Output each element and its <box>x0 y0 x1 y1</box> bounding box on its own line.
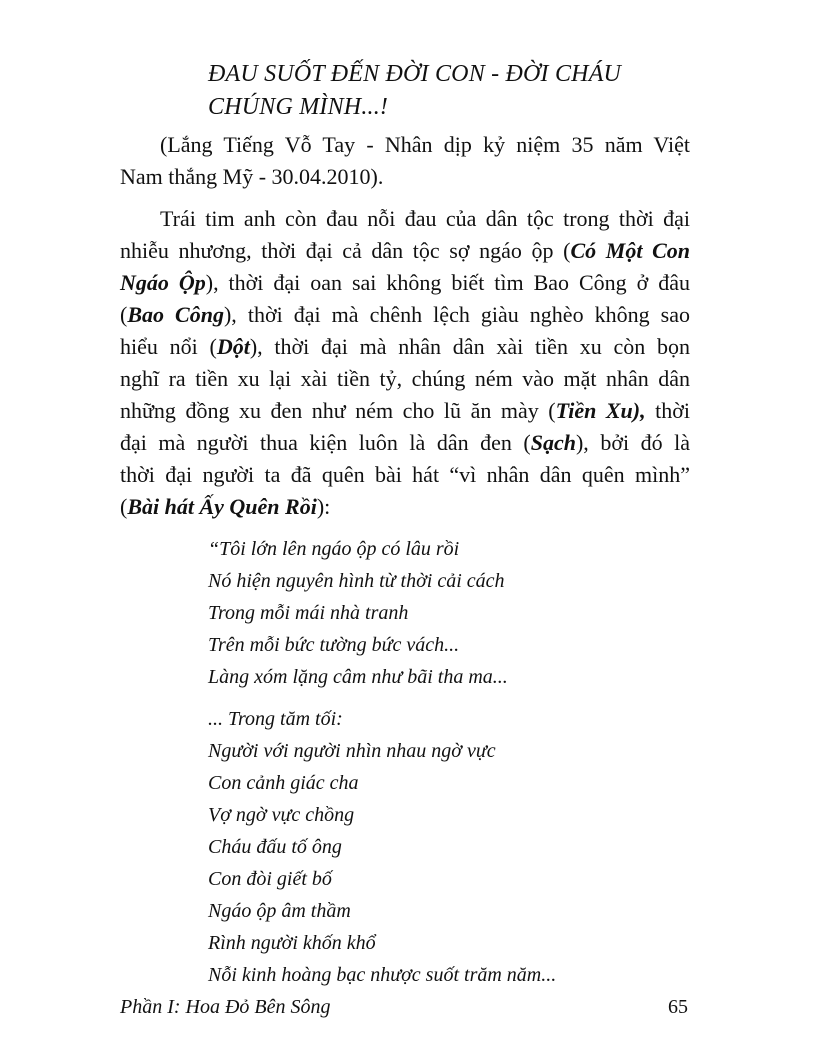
song-title: Dột <box>216 334 250 359</box>
title-line: CHÚNG MÌNH...! <box>208 94 389 120</box>
body-line <box>120 493 330 521</box>
body-line <box>120 237 690 265</box>
poem-line: Làng xóm lặng câm như bãi tha ma... <box>208 666 508 688</box>
poem-line: Vợ ngờ vực chồng <box>208 804 355 826</box>
poem-line: ... Trong tăm tối: <box>208 708 343 730</box>
song-title: Bao Công <box>127 302 224 327</box>
poem-line: Trên mỗi bức tường bức vách... <box>208 634 460 656</box>
poem-line: Ngáo ộp âm thầm <box>208 900 351 922</box>
poem-line: Cháu đấu tố ông <box>208 836 342 858</box>
page-number: 65 <box>668 996 688 1018</box>
text: đại mà người thua kiện luôn là dân đen ( <box>120 430 531 455</box>
body-line <box>120 301 690 329</box>
note-line: (Lắng Tiếng Vỗ Tay - Nhân dịp kỷ niệm 35 năm Việt <box>160 132 690 157</box>
poem-line: Người với người nhìn nhau ngờ vực <box>208 740 496 762</box>
text: ): <box>316 494 331 519</box>
text: nhiễu nhương, thời đại cả dân tộc sợ ngáo ộp ( <box>120 238 571 263</box>
poem-line: “Tôi lớn lên ngáo ộp có lâu rồi <box>208 538 460 560</box>
text: ), thời đại mà chênh lệch giàu nghèo không sao <box>223 302 690 327</box>
body-line <box>120 397 690 425</box>
body-line: thời đại người ta đã quên bài hát “vì nhân dân quên mình” <box>120 462 690 487</box>
poem-line: Nỗi kinh hoàng bạc nhược suốt trăm năm... <box>208 964 557 986</box>
song-title: Bài hát Ấy Quên Rồi <box>127 494 317 519</box>
song-title: Tiền Xu), <box>555 398 646 423</box>
body-line <box>120 333 690 361</box>
poem-line: Con đòi giết bố <box>208 868 332 890</box>
body-line: Trái tim anh còn đau nỗi đau của dân tộc trong thời đại <box>160 206 690 231</box>
text: ), thời đại oan sai không biết tìm Bao Công ở đâu <box>205 270 690 295</box>
poem-line: Con cảnh giác cha <box>208 772 359 794</box>
text: những đồng xu đen như ném cho lũ ăn mày ( <box>120 398 556 423</box>
body-line: nghĩ ra tiền xu lại xài tiền tỷ, chúng ném vào mặt nhân dân <box>120 366 690 391</box>
text: hiểu nổi ( <box>120 334 217 359</box>
note-line: Nam thắng Mỹ - 30.04.2010). <box>120 164 384 189</box>
poem-line: Nó hiện nguyên hình từ thời cải cách <box>208 570 505 592</box>
text: ( <box>120 494 128 519</box>
song-title: Sạch <box>530 430 576 455</box>
song-title: Có Một Con <box>570 238 690 263</box>
body-line <box>120 429 690 457</box>
text: thời <box>645 398 690 423</box>
poem-line: Trong mỗi mái nhà tranh <box>208 602 409 624</box>
title-line: ĐAU SUỐT ĐẾN ĐỜI CON - ĐỜI CHÁU <box>208 61 622 87</box>
poem-line: Rình người khốn khổ <box>208 932 376 954</box>
body-line <box>120 269 690 297</box>
song-title: Ngáo Ộp <box>120 270 206 295</box>
running-footer-section: Phần I: Hoa Đỏ Bên Sông <box>120 996 331 1018</box>
text: ), thời đại mà nhân dân xài tiền xu còn bọn <box>249 334 690 359</box>
text: ), bởi đó là <box>575 430 691 455</box>
text: ( <box>120 302 128 327</box>
